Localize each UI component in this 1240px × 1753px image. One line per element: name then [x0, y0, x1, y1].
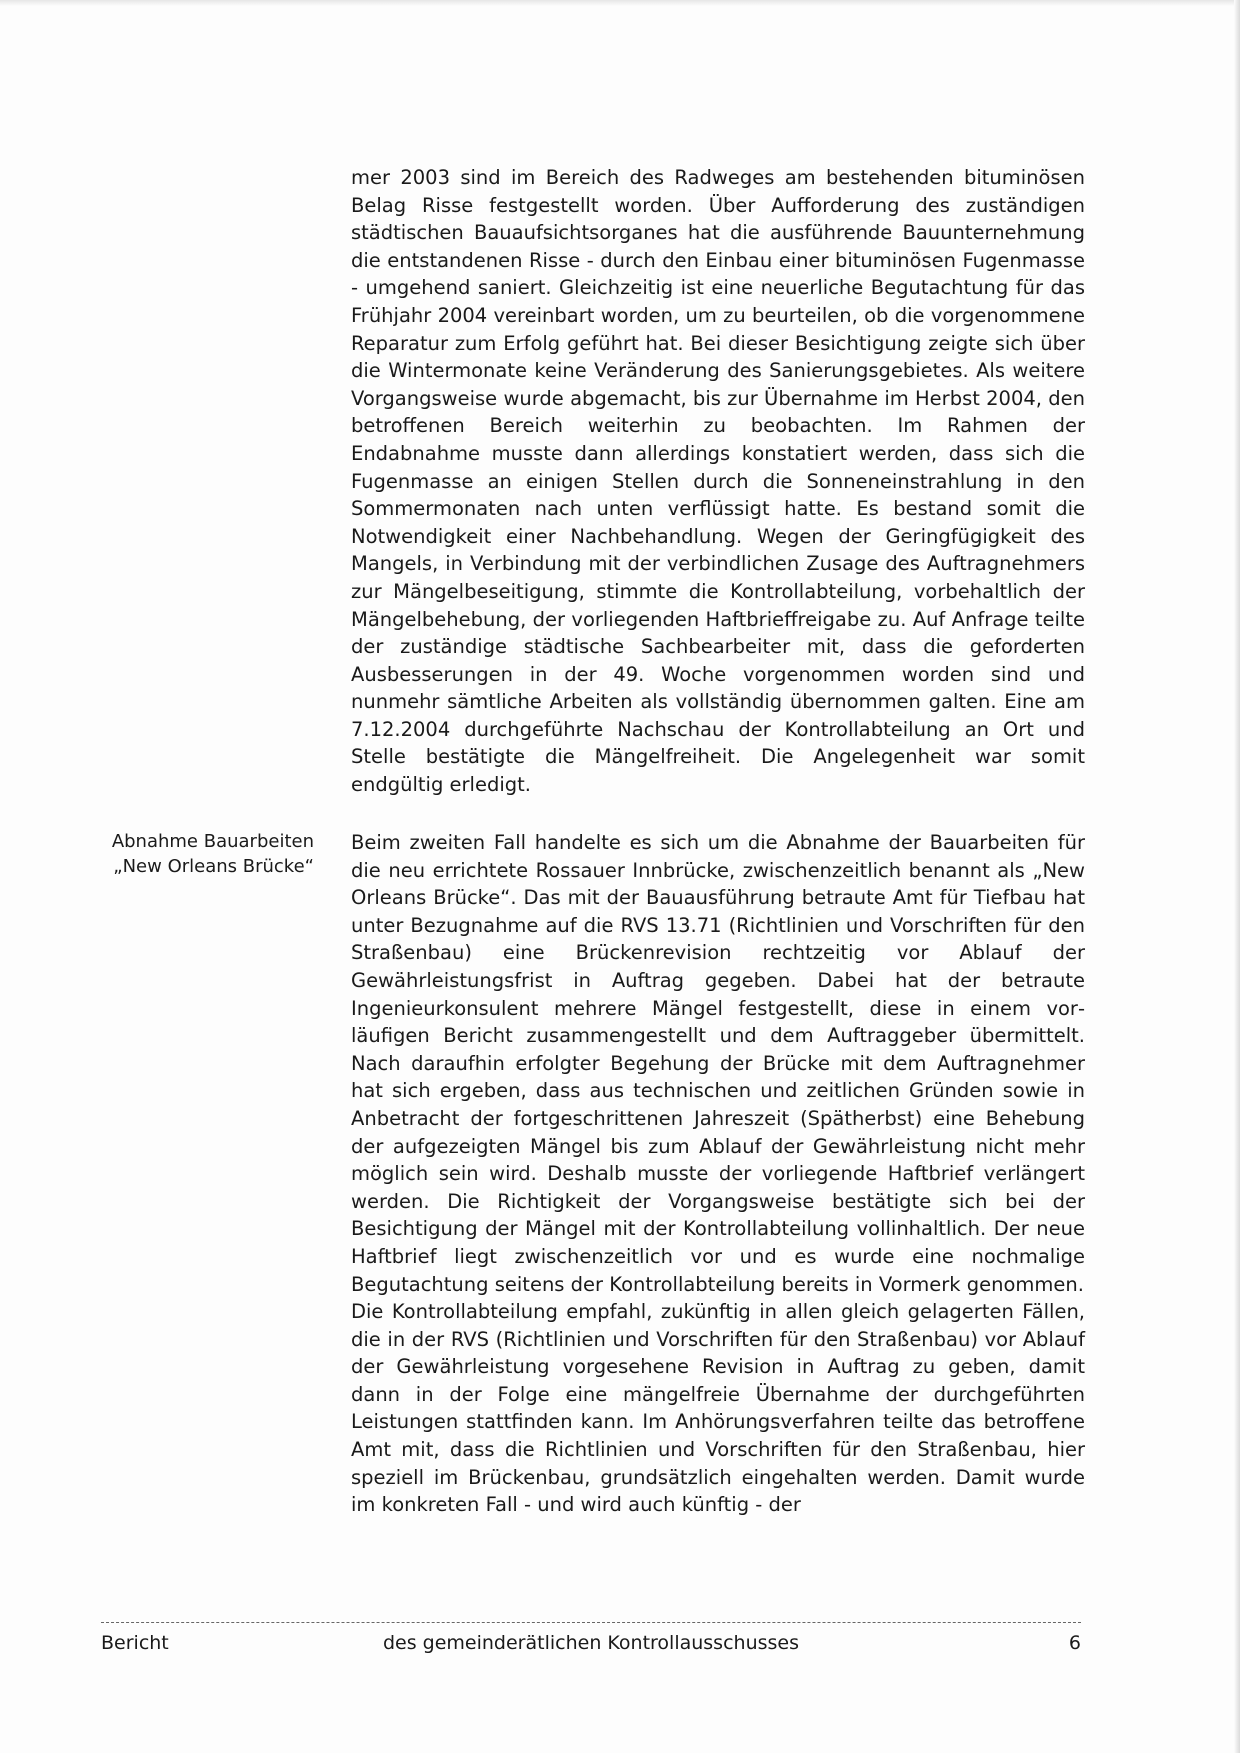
body-paragraph: Beim zweiten Fall handelte es sich um die Abnahme der Bauarbeiten für die neu errichtete Rossauer Innbrücke, zwischenzeitlich benannt als „New Orleans Brücke“. Das mit der Bauausführung betraute Amt für Tiefbau hat unter Bezugnahme auf die RVS 13.71 (Richtlinien und Vorschriften für den Straßenbau) eine Brückenrevision rechtzeitig vor Ablauf der Gewährleistungsfrist in Auftrag gegeben. Dabei hat der betraute Ingenieurkonsulent mehrere Mängel festgestellt, diese in einem vorläufigen Bericht zusammengestellt und dem Auftraggeber übermittelt. Nach daraufhin erfolgter Begehung der Brücke mit dem Auftragnehmer hat sich ergeben, dass aus technischen und zeitlichen Gründen sowie in Anbetracht der fortgeschrittenen Jahreszeit (Spätherbst) eine Behebung der aufgezeigten Mängel bis zum Ablauf der Gewährleistung nicht mehr möglich sein wird. Deshalb musste der vorliegende Haftbrief verlängert werden. Die Richtigkeit der Vorgangsweise bestätigte sich bei der Besichtigung der Mängel mit der Kontrollabteilung vollinhaltlich. Der neue Haftbrief liegt zwischenzeitlich vor und es wurde eine nochmalige Begutachtung seitens der Kontrollabteilung bereits in Vormerk genommen. — [351, 831, 1085, 1296]
page-footer — [101, 1628, 1081, 1658]
body-section-1 — [351, 164, 1085, 799]
footer-center-text: des gemeinderätlichen Kontrollausschusses — [382, 1632, 800, 1654]
body-section-2 — [351, 829, 1085, 1519]
scan-edge-right — [1234, 0, 1240, 1753]
body-paragraph: Die Kontrollabteilung empfahl, zukünftig in allen gleich gelagerten Fällen, die in der RVS (Richtlinien und Vorschriften für den Straßenbau) vor Ablauf der Gewährleistung vorgesehene Revision in Auftrag zu geben, damit dann in der Folge eine mängelfreie Übernahme der durchgeführten Leistungen stattfinden kann. Im Anhörungsverfahren teilte das betroffene Amt mit, dass die Richtlinien und Vorschriften für den Straßenbau, hier speziell im Brückenbau, grundsätzlich eingehalten werden. Damit wurde im konkreten Fall - und wird auch künftig - der — [351, 1300, 1085, 1517]
margin-heading — [70, 829, 314, 879]
page-number: 6 — [1068, 1632, 1081, 1654]
margin-heading-line: „New Orleans Brücke“ — [113, 856, 314, 877]
footer-divider — [101, 1622, 1081, 1623]
scan-edge-top — [0, 0, 1240, 6]
margin-heading-line: Abnahme Bauarbeiten — [111, 831, 314, 852]
footer-left-text: Bericht — [101, 1632, 169, 1654]
body-paragraph: mer 2003 sind im Bereich des Radweges am bestehenden bituminösen Belag Risse festgestellt worden. Über Aufforderung des zuständigen städtischen Bauaufsichtsorganes hat die ausführende Bauunternehmung die entstandenen Risse - durch den Einbau einer bituminösen Fugenmasse - umgehend saniert. Gleichzeitig ist eine neuerliche Begutachtung für das Frühjahr 2004 vereinbart worden, um zu beurteilen, ob die vorgenommene Reparatur zum Erfolg geführt hat. Bei dieser Besichtigung zeigte sich über die Wintermonate keine Veränderung des Sanierungsgebietes. Als weitere Vorgangsweise wurde abgemacht, bis zur Übernahme im Herbst 2004, den betroffenen Bereich weiterhin zu beobachten. Im Rahmen der Endabnahme musste dann allerdings konstatiert werden, dass sich die Fugenmasse an einigen Stellen durch die Sonneneinstrahlung in den Sommermonaten nach unten verflüssigt hatte. Es bestand somit die Notwendigkeit einer Nachbehandlung. Wegen der Geringfügigkeit des Mangels, in Verbindung mit der verbindlichen Zusage des Auftragnehmers zur Mängelbeseitigung, stimmte die Kontrollabteilung, vorbehaltlich der Mängelbehebung, der vorliegenden Haftbrieffreigabe zu. Auf Anfrage teilte der zuständige städtische Sachbearbeiter mit, dass die geforderten Ausbesserungen in der 49. Woche vorgenommen worden sind und nunmehr sämtliche Arbeiten als vollständig übernommen galten. Eine am 7.12.2004 durchgeführte Nachschau der Kontrollabteilung an Ort und Stelle bestätigte die Mängelfreiheit. Die Angelegenheit war somit endgültig erledigt. — [351, 166, 1085, 797]
